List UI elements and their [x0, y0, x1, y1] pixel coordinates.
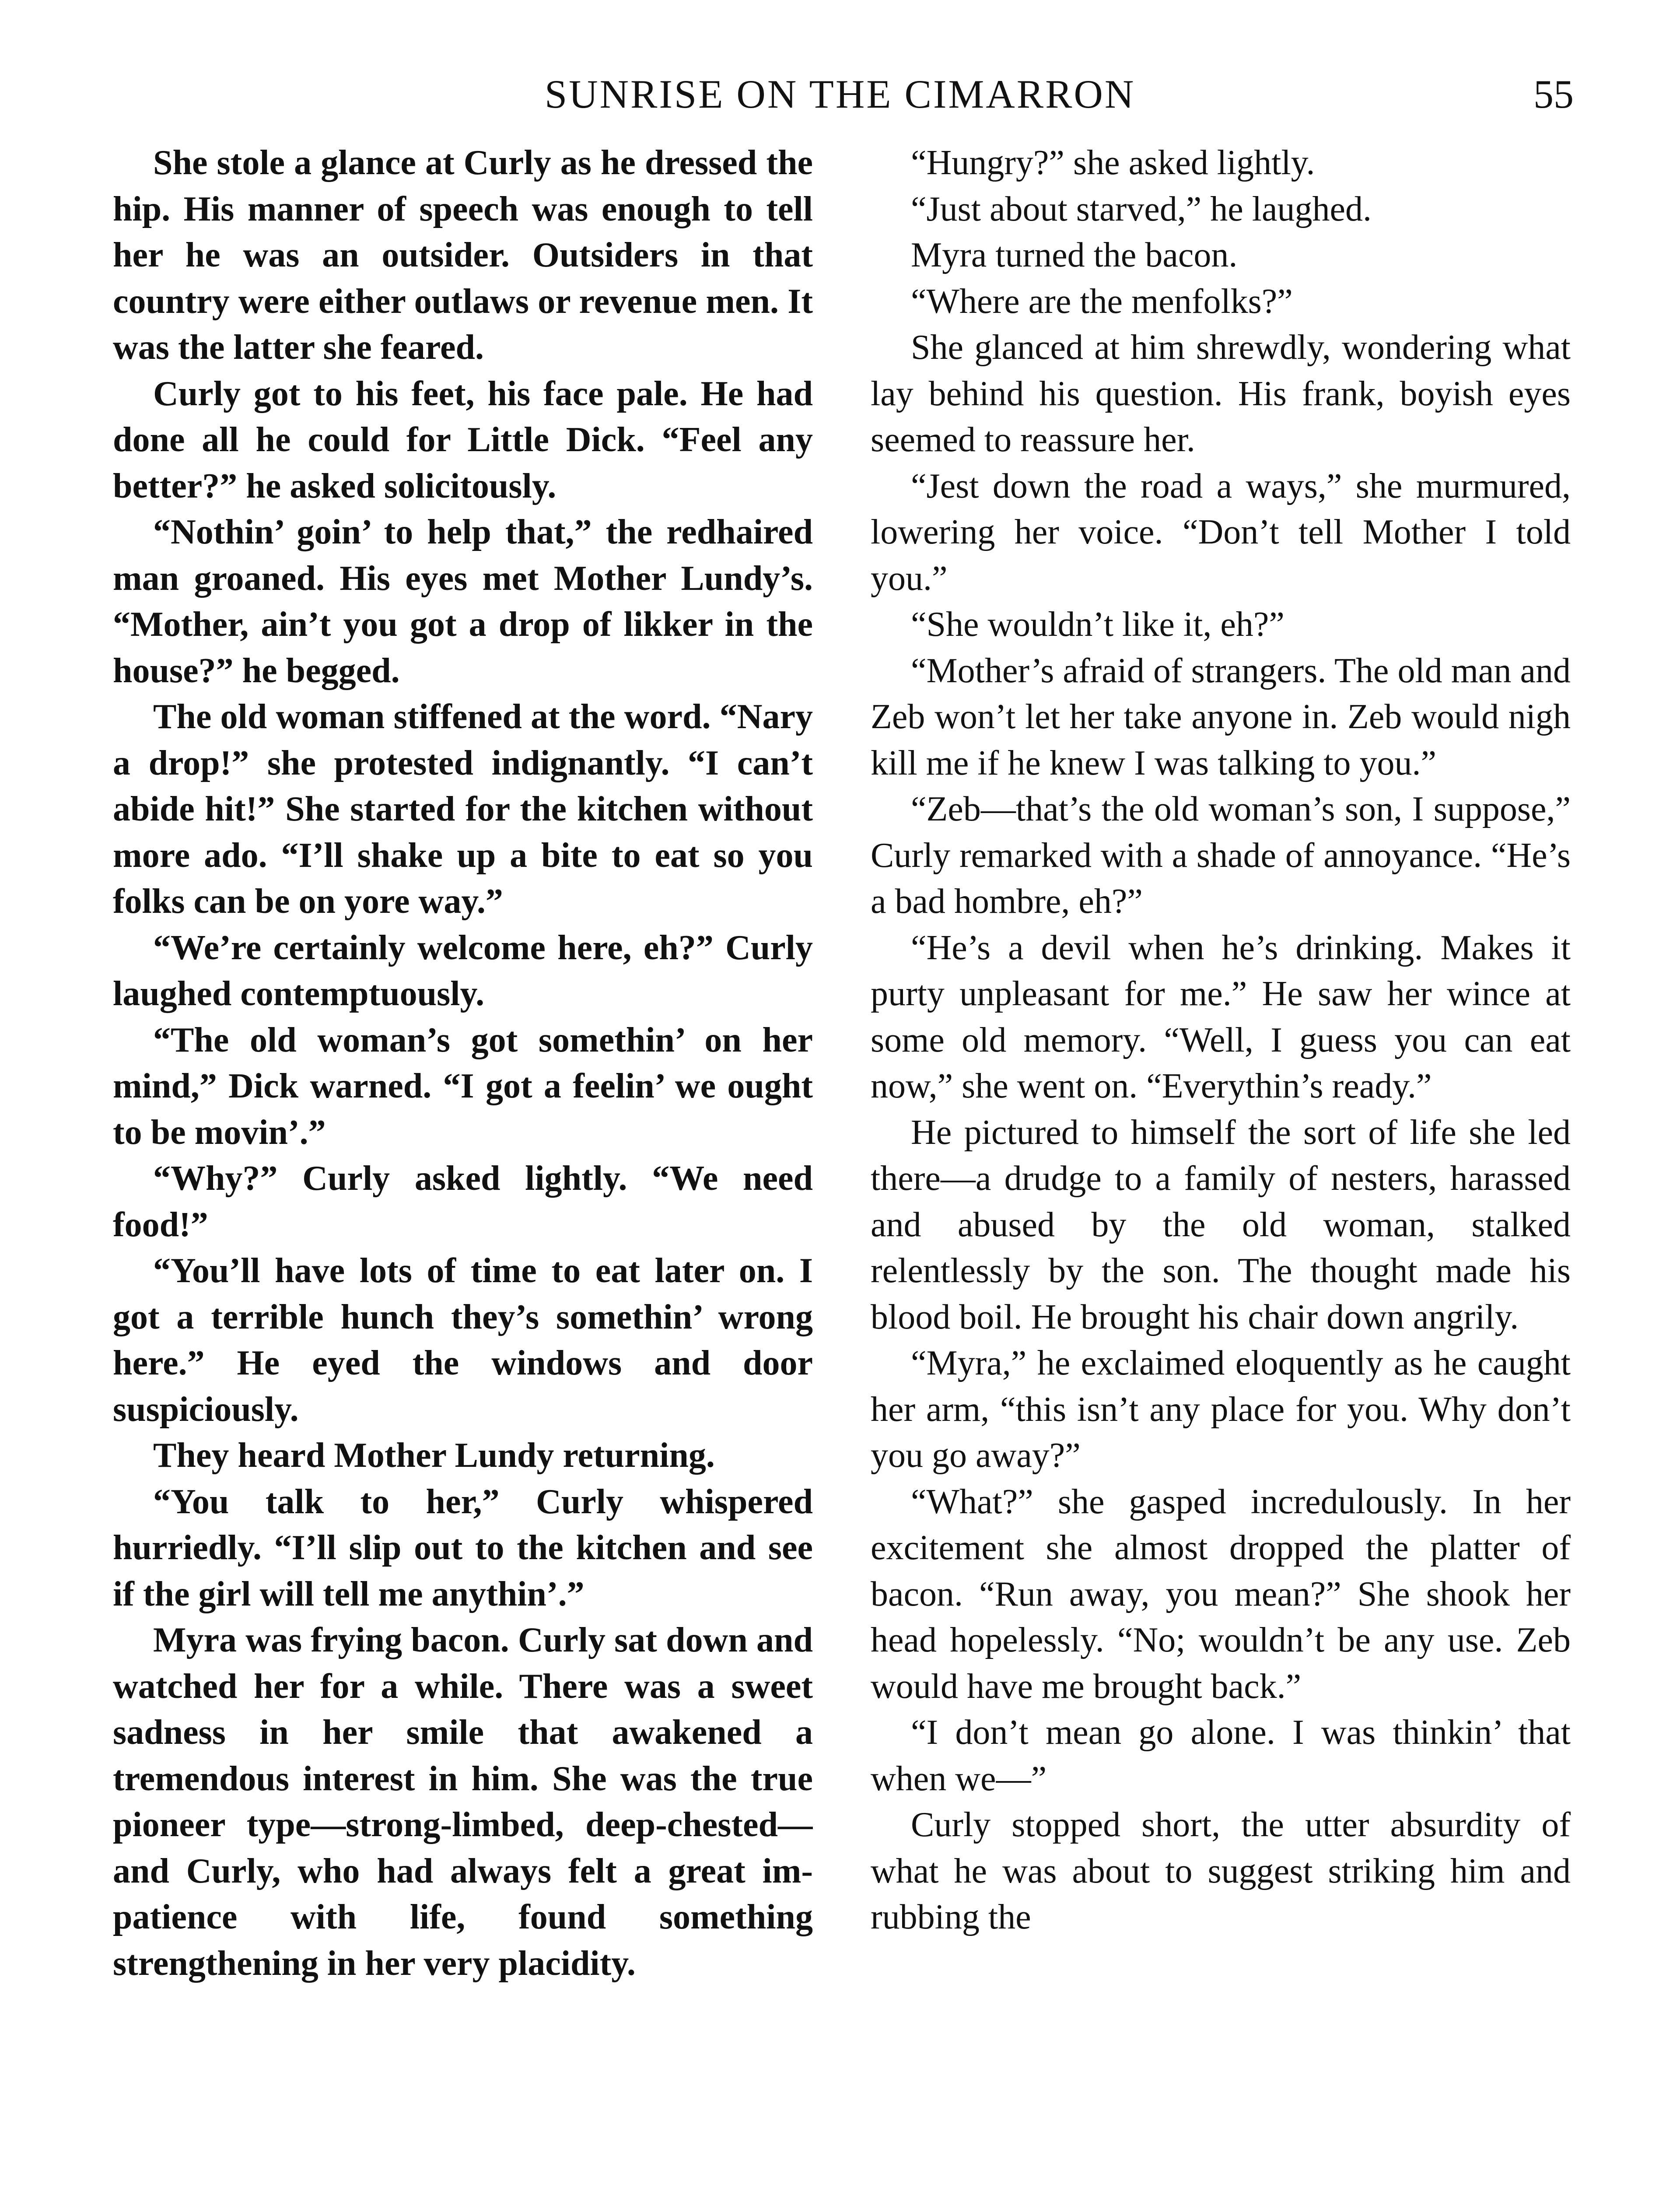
paragraph: She glanced at him shrewdly, wondering what lay behind his question. His frank, boyish eyes seemed to reassure her. [871, 328, 1571, 459]
paragraph: Myra was frying bacon. Curly sat down and watched her for a while. There was a sweet sadness in her smile that awakened a tremendous interest in him. She was the true pioneer type—strong-limbed, deep-chested—and Curly, who had always felt a great impatience with life, found something strengthening in her very placidity. [113, 1621, 813, 1983]
paragraph: “You’ll have lots of time to eat later on. I got a terrible hunch they’s somethin’ wrong here.” He eyed the windows and door suspiciously. [113, 1252, 813, 1429]
paragraph: They heard Mother Lundy returning. [153, 1436, 715, 1475]
paragraph: “I don’t mean go alone. I was thinkin’ that when we—” [871, 1713, 1571, 1798]
page-number: 55 [1533, 72, 1574, 116]
paragraph: “Why?” Curly asked lightly. “We need food!” [113, 1159, 813, 1244]
paragraph: The old woman stiffened at the word. “Nary a drop!” she protested indignantly. “I can’t abide hit!” She started for the kitchen without more ado. “I’ll shake up a bite to eat so you folks can be on yore way.” [113, 698, 813, 921]
paragraph: “Nothin’ goin’ to help that,” the redhaired man groaned. His eyes met Mother Lundy’s. “Mother, ain’t you got a drop of likker in the house?” he begged. [113, 513, 813, 690]
page-header [0, 66, 1680, 123]
paragraph: She stole a glance at Curly as he dressed the hip. His manner of speech was enough to tell her he was an outsider. Outsiders in that country were either outlaws or revenue men. It was the latter she feared. [113, 144, 813, 367]
paragraph: “We’re certainly welcome here, eh?” Curly laughed contemptuously. [113, 928, 813, 1013]
paragraph: “Just about starved,” he laughed. [911, 189, 1372, 228]
running-title: SUNRISE ON THE CIMARRON [545, 72, 1136, 116]
paragraph: “You talk to her,” Curly whispered hurriedly. “I’ll slip out to the kitchen and see if the girl will tell me anythin’.” [113, 1482, 813, 1613]
paragraph: “Jest down the road a ways,” she murmured, lowering her voice. “Don’t tell Mother I told you.” [871, 466, 1571, 598]
paragraph: “Myra,” he exclaimed eloquently as he caught her arm, “this isn’t any place for you. Why don’t you go away?” [871, 1344, 1571, 1475]
paragraph: Myra turned the bacon. [911, 236, 1238, 274]
paragraph: “The old woman’s got somethin’ on her mind,” Dick warned. “I got a feelin’ we ought to be movin’.” [113, 1020, 813, 1152]
paragraph: Curly stopped short, the utter absurdity of what he was about to suggest striking him and rubbing the [871, 1806, 1571, 1936]
paragraph: “She wouldn’t like it, eh?” [911, 605, 1284, 644]
paragraph: “What?” she gasped incredulously. In her excitement she almost dropped the platter of bacon. “Run away, you mean?” She shook her head hopelessly. “No; wouldn’t be any use. Zeb would have me brought back.” [871, 1482, 1571, 1706]
paragraph: “Zeb—that’s the old woman’s son, I suppose,” Curly remarked with a shade of annoyance. “He’s a bad hombre, eh?” [871, 790, 1571, 921]
paragraph: He pictured to himself the sort of life she led there—a drudge to a family of nesters, harassed and abused by the old woman, stalked relentlessly by the son. The thought made his blood boil. He brought his chair down angrily. [871, 1113, 1571, 1336]
paragraph: “Mother’s afraid of strangers. The old man and Zeb won’t let her take anyone in. Zeb would nigh kill me if he knew I was talking to you.” [871, 651, 1571, 782]
paragraph: Curly got to his feet, his face pale. He had done all he could for Little Dick. “Feel any better?” he asked solicitously. [113, 374, 813, 505]
paragraph: “Where are the menfolks?” [911, 282, 1293, 321]
paragraph: “He’s a devil when he’s drinking. Makes it purty unpleasant for me.” He saw her wince at some old memory. “Well, I guess you can eat now,” she went on. “Everythin’s ready.” [871, 928, 1571, 1105]
right-column [871, 140, 1571, 2188]
left-column [113, 140, 813, 2188]
paragraph: “Hungry?” she asked lightly. [911, 144, 1315, 182]
